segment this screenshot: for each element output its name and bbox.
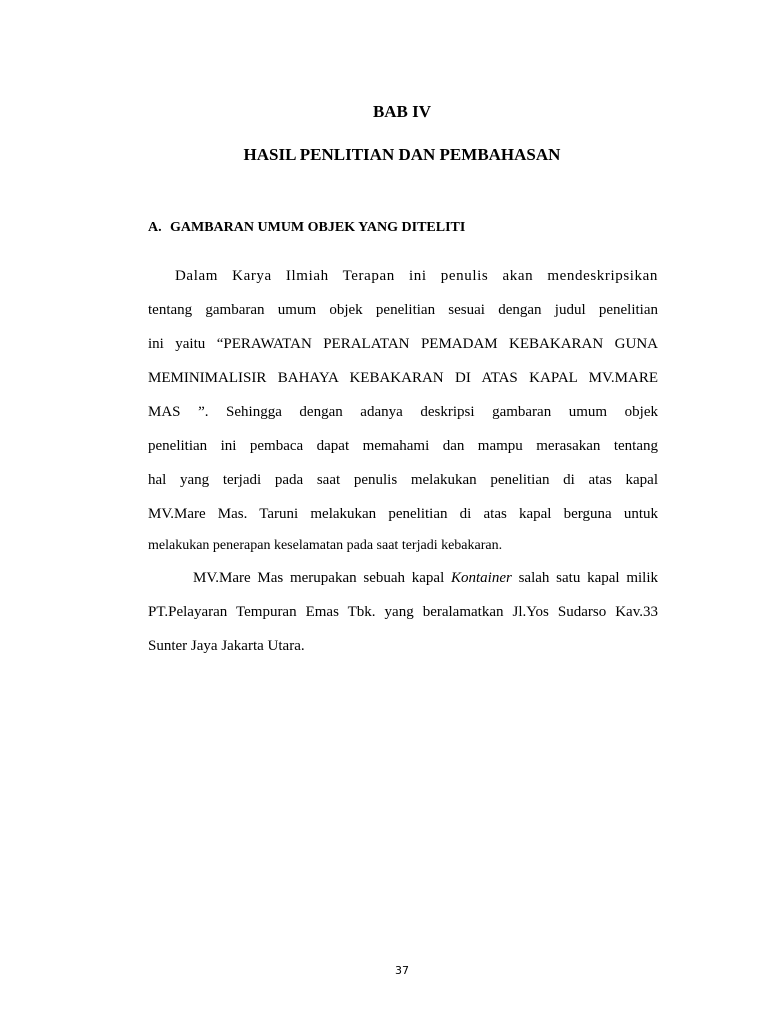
paragraph-line: hal yang terjadi pada saat penulis melakukan penelitian di atas kapal bbox=[148, 472, 658, 488]
text-run: MV.Mare Mas merupakan sebuah kapal bbox=[193, 570, 451, 586]
page-number: 37 bbox=[395, 964, 409, 977]
paragraph-line: MV.Mare Mas. Taruni melakukan penelitian di atas kapal berguna untuk bbox=[148, 506, 658, 522]
chapter-number: BAB IV bbox=[372, 102, 432, 121]
text-run: salah satu kapal milik bbox=[511, 570, 658, 586]
chapter-title: HASIL PENLITIAN DAN PEMBAHASAN bbox=[243, 145, 561, 164]
paragraph-line: PT.Pelayaran Tempuran Emas Tbk. yang beralamatkan Jl.Yos Sudarso Kav.33 bbox=[148, 604, 658, 620]
paragraph-line: ini yaitu “PERAWATAN PERALATAN PEMADAM KEBAKARAN GUNA bbox=[148, 336, 658, 352]
section-title: GAMBARAN UMUM OBJEK YANG DITELITI bbox=[170, 220, 466, 235]
section-heading bbox=[148, 220, 465, 236]
paragraph-line: MAS ”. Sehingga dengan adanya deskripsi gambaran umum objek bbox=[148, 404, 658, 420]
paragraph-line: melakukan penerapan keselamatan pada saat terjadi kebakaran. bbox=[148, 538, 503, 553]
paragraph-line: tentang gambaran umum objek penelitian sesuai dengan judul penelitian bbox=[148, 302, 658, 318]
paragraph-line bbox=[193, 568, 658, 588]
paragraph-line: Dalam Karya Ilmiah Terapan ini penulis akan mendeskripsikan bbox=[175, 268, 658, 284]
paragraph-line: penelitian ini pembaca dapat memahami dan mampu merasakan tentang bbox=[148, 438, 658, 454]
italic-term: Kontainer bbox=[451, 570, 512, 586]
section-marker: A. bbox=[148, 220, 162, 235]
paragraph-line: Sunter Jaya Jakarta Utara. bbox=[148, 638, 305, 654]
paragraph-line: MEMINIMALISIR BAHAYA KEBAKARAN DI ATAS KAPAL MV.MARE bbox=[148, 370, 658, 386]
